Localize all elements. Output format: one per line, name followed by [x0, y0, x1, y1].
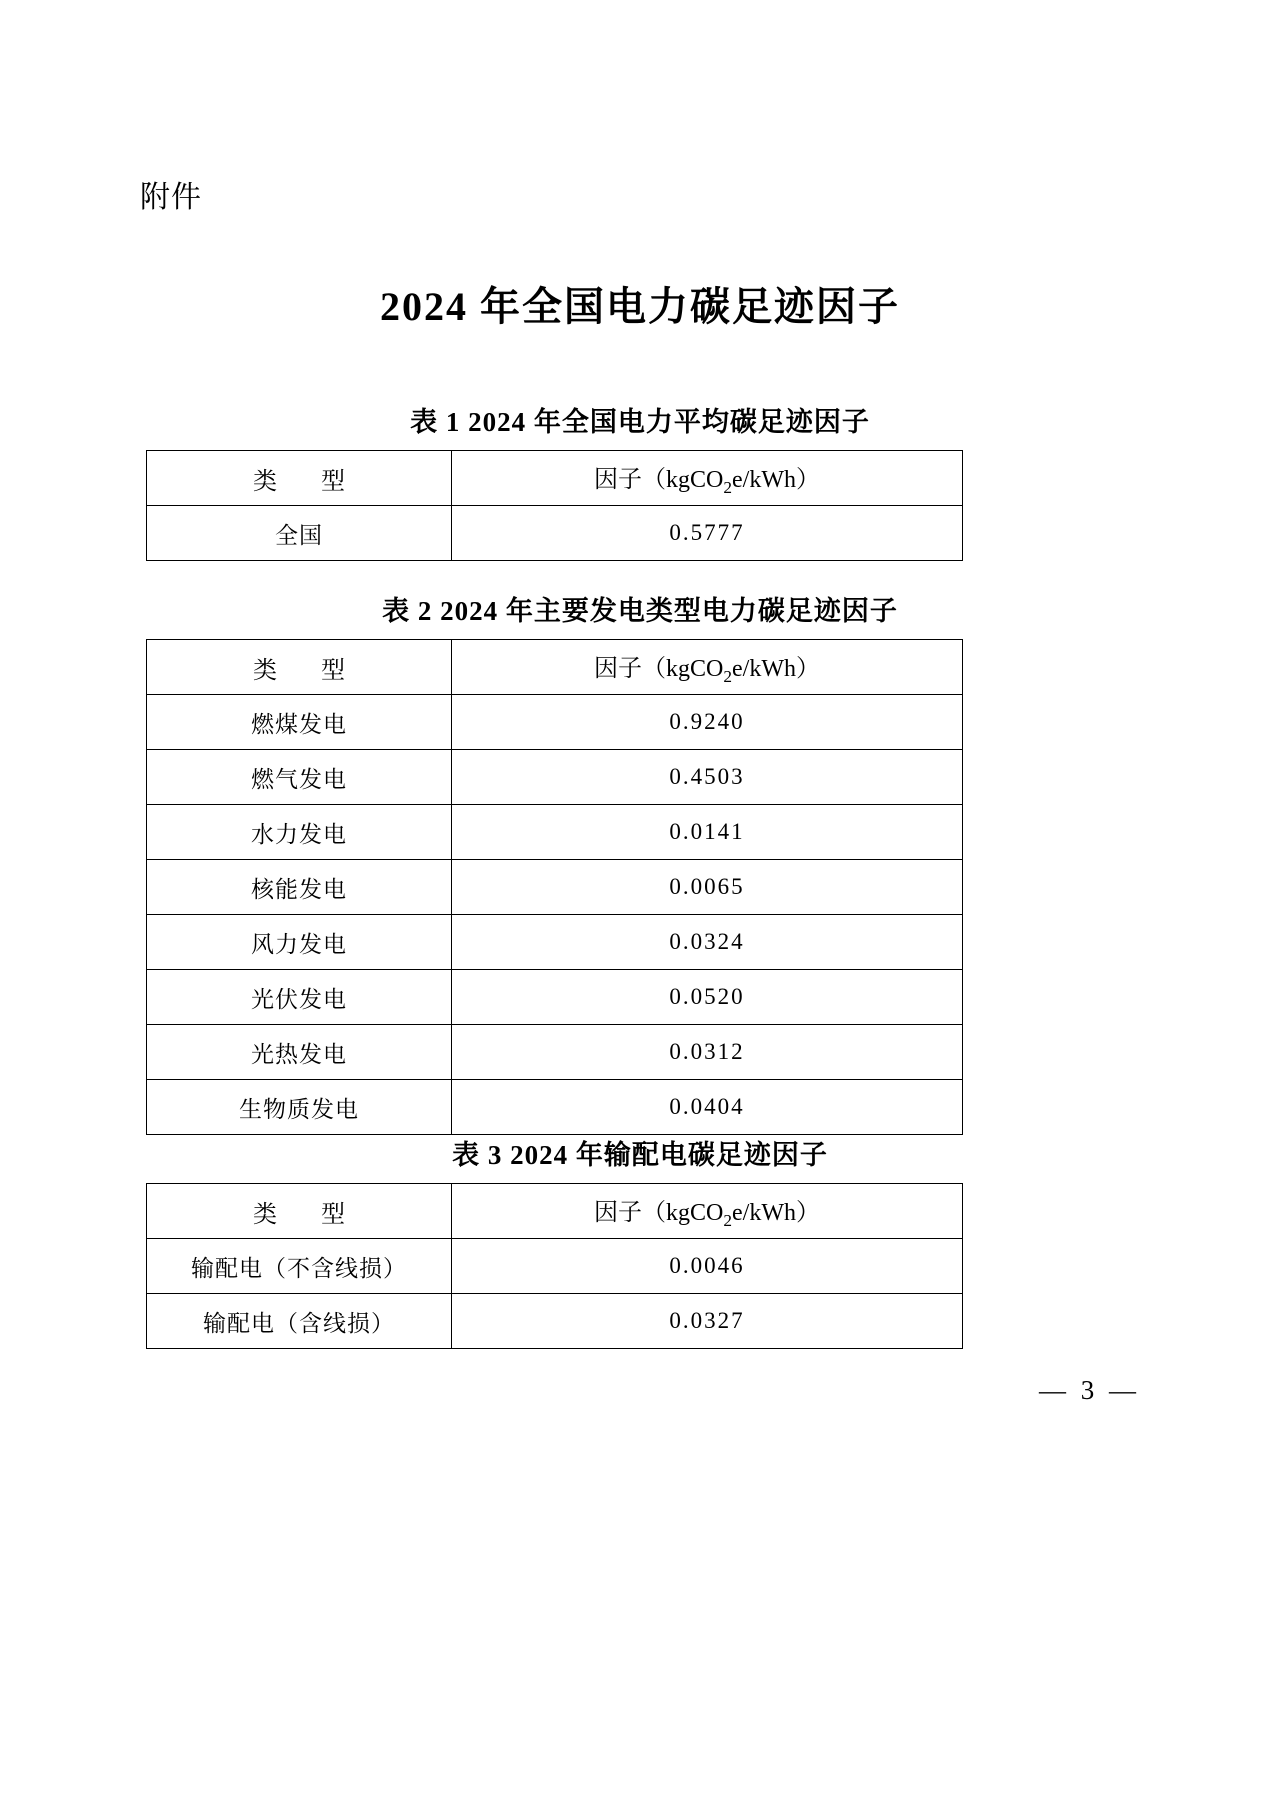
- header-factor: 因子（kgCO$_2$e/kWh）: [452, 1184, 963, 1239]
- table-row: [147, 695, 963, 750]
- table-row: [147, 1025, 963, 1080]
- row-value: 0.0046: [452, 1239, 963, 1294]
- header-factor: 因子（kgCO$_2$e/kWh）: [452, 451, 963, 506]
- page-number: — 3 —: [1039, 1375, 1140, 1405]
- row-value: 0.0312: [452, 1025, 963, 1080]
- table-1: [146, 450, 963, 561]
- table-row: [147, 1294, 963, 1349]
- table-3-caption: 表 3 2024 年输配电碳足迹因子: [452, 1140, 828, 1170]
- row-value: 0.0141: [452, 805, 963, 860]
- row-label: 燃煤发电: [147, 695, 452, 750]
- row-label: 水力发电: [147, 805, 452, 860]
- attachment-label: 附件: [140, 180, 202, 215]
- header-type: 类 型: [147, 451, 452, 506]
- row-label: 燃气发电: [147, 750, 452, 805]
- table-header-row: [147, 640, 963, 695]
- row-label: 光伏发电: [147, 970, 452, 1025]
- table-header-row: [147, 1184, 963, 1239]
- header-factor: 因子（kgCO$_2$e/kWh）: [452, 640, 963, 695]
- row-value: 0.0520: [452, 970, 963, 1025]
- table-2-caption: 表 2 2024 年主要发电类型电力碳足迹因子: [382, 596, 898, 626]
- table-row: [147, 750, 963, 805]
- table-row: [147, 805, 963, 860]
- table-row: [147, 506, 963, 561]
- row-label: 风力发电: [147, 915, 452, 970]
- row-value: 0.0327: [452, 1294, 963, 1349]
- table-row: [147, 1080, 963, 1135]
- row-value: 0.0065: [452, 860, 963, 915]
- row-value: 0.0404: [452, 1080, 963, 1135]
- table-3: [146, 1183, 963, 1349]
- header-type: 类 型: [147, 1184, 452, 1239]
- table-1-caption: 表 1 2024 年全国电力平均碳足迹因子: [410, 407, 870, 437]
- row-label: 全国: [147, 506, 452, 561]
- page-title: 2024 年全国电力碳足迹因子: [380, 284, 900, 329]
- row-label: 输配电（含线损）: [147, 1294, 452, 1349]
- table-row: [147, 1239, 963, 1294]
- table-row: [147, 970, 963, 1025]
- row-label: 生物质发电: [147, 1080, 452, 1135]
- header-type: 类 型: [147, 640, 452, 695]
- table-row: [147, 915, 963, 970]
- row-label: 输配电（不含线损）: [147, 1239, 452, 1294]
- row-value: 0.9240: [452, 695, 963, 750]
- row-label: 核能发电: [147, 860, 452, 915]
- table-header-row: [147, 451, 963, 506]
- row-value: 0.5777: [452, 506, 963, 561]
- row-value: 0.4503: [452, 750, 963, 805]
- row-label: 光热发电: [147, 1025, 452, 1080]
- row-value: 0.0324: [452, 915, 963, 970]
- table-row: [147, 860, 963, 915]
- table-2: [146, 639, 963, 1135]
